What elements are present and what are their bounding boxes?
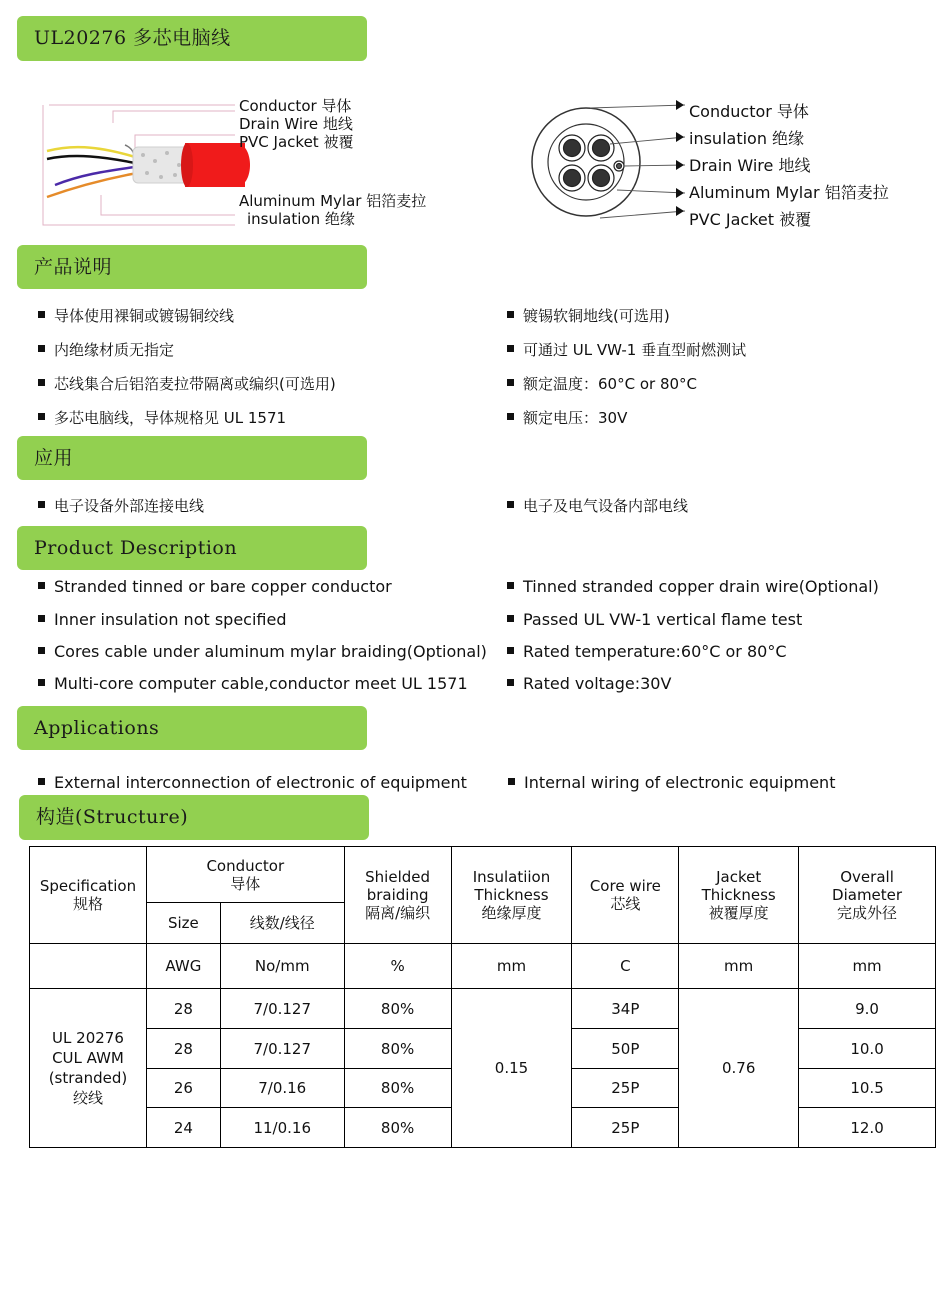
insulation-cell: 0.15 (451, 989, 572, 1148)
left-label-mylar: Aluminum Mylar 铝箔麦拉 (239, 192, 427, 210)
bullet-square-icon (38, 413, 45, 420)
bullet-square-icon (38, 647, 45, 654)
core-cell: 25P (572, 1108, 679, 1148)
bullet-square-icon (507, 501, 514, 508)
unit-cell: mm (799, 944, 936, 989)
section-title: Applications (34, 717, 160, 739)
header-strand: 线数/线径 (220, 903, 344, 944)
unit-cell: % (344, 944, 451, 989)
bullet-square-icon (38, 345, 45, 352)
bullet-item: Cores cable under aluminum mylar braiding(Optional) (38, 641, 487, 661)
od-cell: 12.0 (799, 1108, 936, 1148)
section-title: Product Description (34, 537, 238, 559)
right-label-drain: Drain Wire 地线 (689, 156, 811, 175)
section-banner-desc-cn (17, 245, 367, 289)
bullet-item: Inner insulation not specified (38, 609, 287, 629)
bullet-square-icon (38, 615, 45, 622)
bullet-item: 芯线集合后铝箔麦拉带隔离或编织(可选用) (38, 373, 336, 394)
structure-table (29, 846, 936, 1148)
bullet-item: 电子设备外部连接电线 (38, 495, 204, 516)
right-label-conductor: Conductor 导体 (689, 102, 809, 121)
bullet-item: Passed UL VW-1 vertical flame test (507, 609, 802, 629)
core-cell: 25P (572, 1069, 679, 1108)
section-banner-structure (19, 795, 369, 840)
bullet-square-icon (38, 679, 45, 686)
bullet-square-icon (507, 647, 514, 654)
bullet-square-icon (38, 582, 45, 589)
bullet-item: 导体使用裸铜或镀锡铜绞线 (38, 305, 234, 326)
header-shield: Shielded braiding 隔离/编织 (344, 847, 451, 944)
shield-cell: 80% (344, 989, 451, 1029)
left-label-jacket: PVC Jacket 被覆 (239, 133, 354, 151)
unit-cell: mm (679, 944, 799, 989)
left-label-insulation: insulation 绝缘 (247, 210, 355, 228)
cable-side-diagram (35, 95, 245, 230)
right-label-insulation: insulation 绝缘 (689, 129, 805, 148)
section-title: 应用 (34, 447, 74, 469)
arrow-icon (676, 206, 684, 216)
header-size: Size (146, 903, 220, 944)
left-label-drain: Drain Wire 地线 (239, 115, 353, 133)
shield-cell: 80% (344, 1108, 451, 1148)
bullet-item: 内绝缘材质无指定 (38, 339, 174, 360)
strand-cell: 7/0.16 (220, 1069, 344, 1108)
bullet-item: Rated voltage:30V (507, 673, 671, 693)
bullet-square-icon (38, 311, 45, 318)
section-banner-desc-en (17, 526, 367, 570)
page-title: UL20276 多芯电脑线 (34, 27, 231, 49)
bullet-item: Rated temperature:60°C or 80°C (507, 641, 787, 661)
bullet-item: 额定电压：30V (507, 407, 627, 428)
awg-cell: 28 (146, 1029, 220, 1069)
section-banner-app-en (17, 706, 367, 750)
title-banner (17, 16, 367, 61)
header-core: Core wire 芯线 (572, 847, 679, 944)
bullet-square-icon (507, 615, 514, 622)
section-title: 产品说明 (34, 256, 113, 278)
header-conductor: Conductor 导体 (146, 847, 344, 903)
bullet-item: 多芯电脑线，导体规格见 UL 1571 (38, 407, 286, 428)
model-cell: UL 20276 CUL AWM (stranded) 绞线 (30, 989, 147, 1148)
bullet-square-icon (38, 778, 45, 785)
od-cell: 10.5 (799, 1069, 936, 1108)
table-row (30, 989, 936, 1029)
cable-cross-section-diagram (525, 98, 690, 228)
bullet-square-icon (38, 379, 45, 386)
bullet-square-icon (507, 311, 514, 318)
awg-cell: 26 (146, 1069, 220, 1108)
awg-cell: 28 (146, 989, 220, 1029)
core-cell: 50P (572, 1029, 679, 1069)
header-insulation: Insulatiion Thickness 绝缘厚度 (451, 847, 572, 944)
bullet-item: 镀锡软铜地线(可选用) (507, 305, 670, 326)
core-cell: 34P (572, 989, 679, 1029)
od-cell: 10.0 (799, 1029, 936, 1069)
bullet-item: External interconnection of electronic of equipment (38, 772, 467, 792)
od-cell: 9.0 (799, 989, 936, 1029)
unit-cell: C (572, 944, 679, 989)
section-title: 构造(Structure) (36, 806, 189, 828)
left-label-conductor: Conductor 导体 (239, 97, 352, 115)
right-label-mylar: Aluminum Mylar 铝箔麦拉 (689, 183, 889, 202)
unit-cell: AWG (146, 944, 220, 989)
header-od: Overall Diameter 完成外径 (799, 847, 936, 944)
bullet-square-icon (507, 379, 514, 386)
strand-cell: 11/0.16 (220, 1108, 344, 1148)
arrow-icon (676, 160, 684, 170)
bullet-item: Tinned stranded copper drain wire(Optional) (507, 576, 879, 596)
strand-cell: 7/0.127 (220, 989, 344, 1029)
bullet-item: Multi-core computer cable,conductor meet UL 1571 (38, 673, 468, 693)
bullet-square-icon (507, 413, 514, 420)
header-jacket: Jacket Thickness 被覆厚度 (679, 847, 799, 944)
bullet-item: 额定温度：60°C or 80°C (507, 373, 697, 394)
arrow-icon (676, 132, 684, 142)
bullet-square-icon (508, 778, 515, 785)
jacket-cell: 0.76 (679, 989, 799, 1148)
bullet-item: Stranded tinned or bare copper conductor (38, 576, 392, 596)
arrow-icon (676, 100, 684, 110)
unit-cell: No/mm (220, 944, 344, 989)
bullet-square-icon (507, 582, 514, 589)
bullet-square-icon (507, 679, 514, 686)
awg-cell: 24 (146, 1108, 220, 1148)
strand-cell: 7/0.127 (220, 1029, 344, 1069)
section-banner-app-cn (17, 436, 367, 480)
bullet-square-icon (38, 501, 45, 508)
shield-cell: 80% (344, 1069, 451, 1108)
bullet-item: 电子及电气设备内部电线 (507, 495, 688, 516)
unit-cell (30, 944, 147, 989)
bullet-square-icon (507, 345, 514, 352)
right-label-jacket: PVC Jacket 被覆 (689, 210, 812, 229)
header-spec: Specification 规格 (30, 847, 147, 944)
unit-cell: mm (451, 944, 572, 989)
shield-cell: 80% (344, 1029, 451, 1069)
arrow-icon (676, 188, 684, 198)
bullet-item: Internal wiring of electronic equipment (508, 772, 835, 792)
bullet-item: 可通过 UL VW-1 垂直型耐燃测试 (507, 339, 746, 360)
